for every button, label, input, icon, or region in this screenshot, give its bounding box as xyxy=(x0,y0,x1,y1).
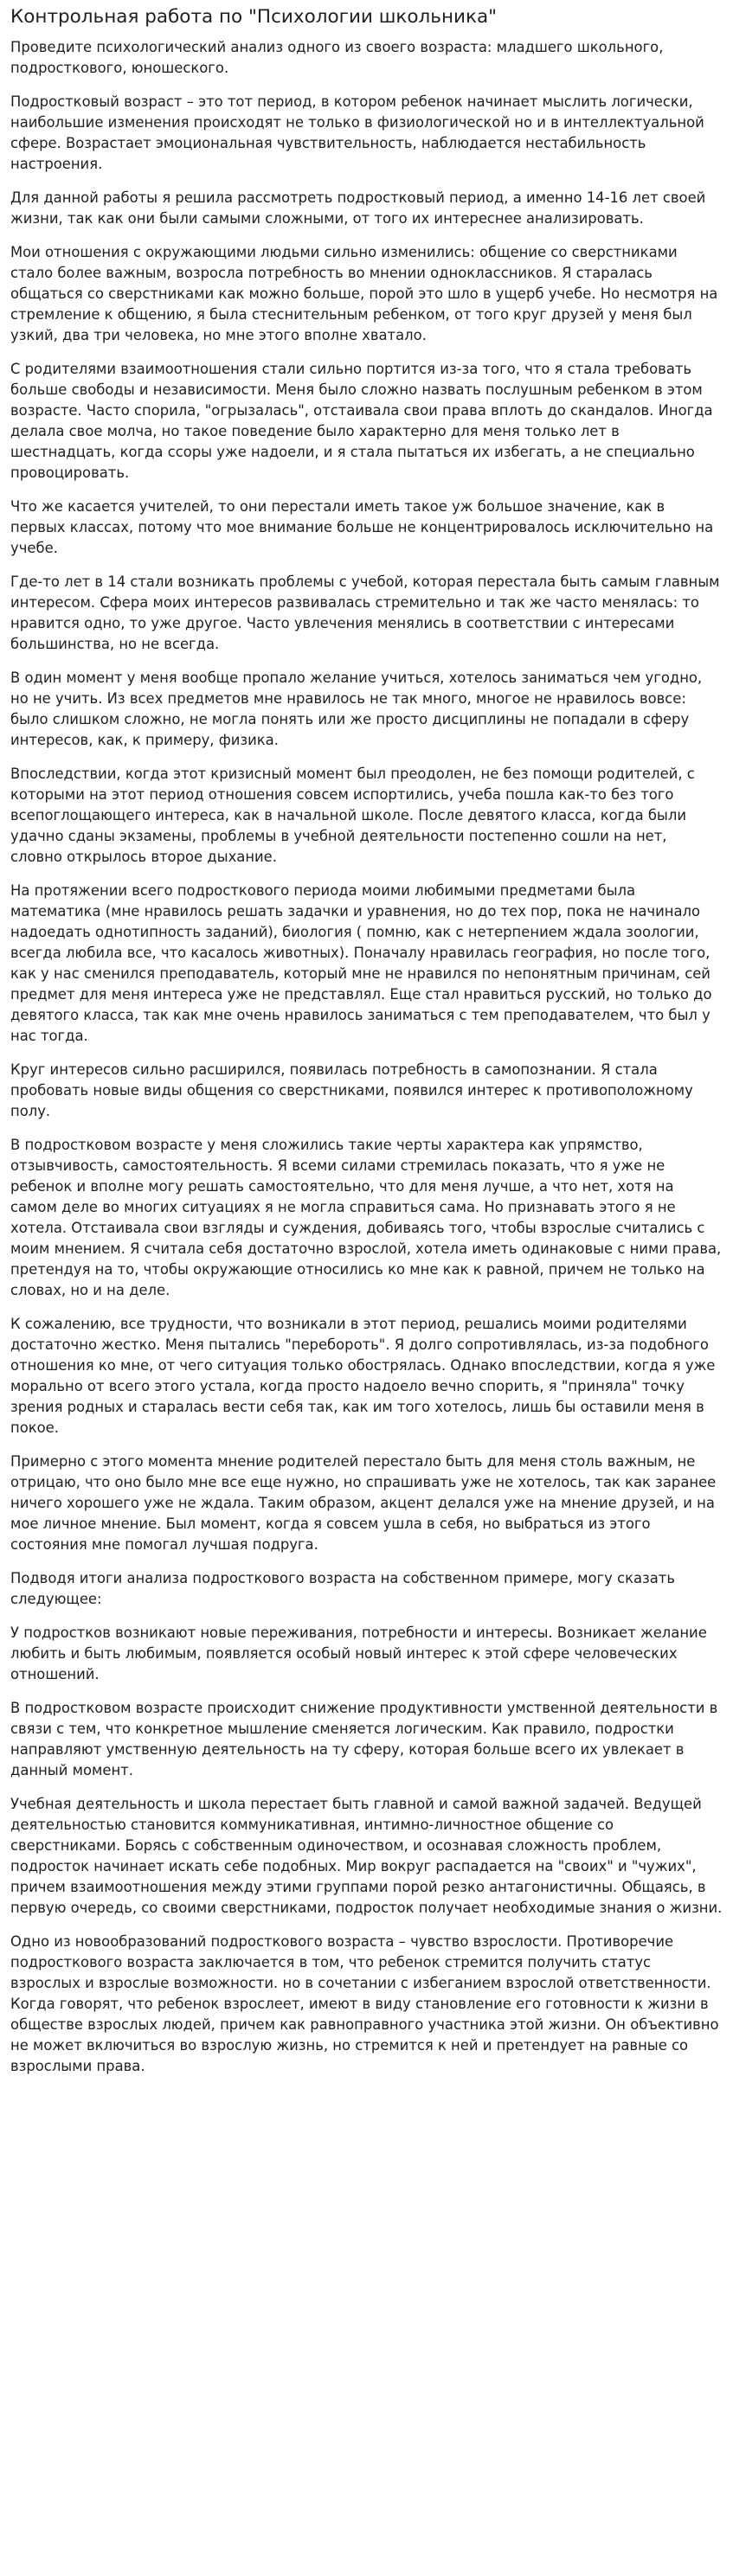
paragraph-19: Одно из новообразований подросткового возраста – чувство взрослости. Противоречие подросткового возраста заключается в том, что ребенок стремится получить статус взрослых и взрослые возможности. но в сочетании с избеганием взрослой ответственности. Когда говорят, что ребенок взрослеет, имеют в виду становление его готовности к жизни в обществе взрослых людей, причем как равноправного участника этой жизни. Он объективно не может включиться во взрослую жизнь, но стремится к ней и претендует на равные со взрослыми права. xyxy=(10,1933,719,2074)
paragraph-11: Круг интересов сильно расширился, появилась потребность в самопознании. Я стала пробовать новые виды общения со сверстниками, появился интерес к противоположному полу. xyxy=(10,1061,693,1119)
paragraph-6: Что же касается учителей, то они перестали иметь такое уж большое значение, как в первых классах, потому что мое внимание больше не концентрировалось исключительно на учебе. xyxy=(10,498,714,556)
paragraph-14: Примерно с этого момента мнение родителей перестало быть для меня столь важным, не отрицаю, что оно было мне все еще нужно, но спрашивать уже не хотелось, так как заранее ничего хорошего уже не ждала. Таким образом, акцент делался уже на мнение друзей, и на мое личное мнение. Был момент, когда я совсем ушла в себя, но выбраться из этого состояния мне помогал лучшая подруга. xyxy=(10,1453,717,1553)
page-title: Контрольная работа по "Психологии школьника" xyxy=(10,6,498,28)
paragraph-8: В один момент у меня вообще пропало желание учиться, хотелось заниматься чем угодно, но не учить. Из всех предметов мне нравилось не так много, многое не нравилось вовсе: было слишком сложно, не могла понять или же просто дисциплины не попадали в сферу интересов, как, к примеру, физика. xyxy=(10,670,703,748)
paragraph-5: С родителями взаимоотношения стали сильно портится из-за того, что я стала требовать больше свободы и независимости. Меня было сложно назвать послушным ребенком в этом возрасте. Часто спорила, "огрызалась", отстаивала свои права вплоть до скандалов. Иногда делала свое молча, но такое поведение было характерно для меня только лет в шестнадцать, когда ссоры уже надоели, и я стала пытаться их избегать, а не специально провоцировать. xyxy=(10,361,713,481)
paragraph-4: Мои отношения с окружающими людьми сильно изменились: общение со сверстниками стало более важным, возросла потребность во мнении одноклассников. Я старалась общаться со сверстниками как можно больше, порой это шло в ущерб учебе. Но несмотря на стремление к общению, я была стеснительным ребенком, от того круг друзей у меня был узкий, два три человека, но мне этого вполне хватало. xyxy=(10,244,718,343)
paragraph-12: В подростковом возрасте у меня сложились такие черты характера как упрямство, отзывчивость, самостоятельность. Я всеми силами стремилась показать, что я уже не ребенок и вполне могу решать самостоятельно, что для меня лучше, а что нет, хотя на самом деле во многих ситуациях я не могла справиться сама. Но признавать этого я не хотела. Отстаивала свои взгляды и суждения, добиваясь того, чтобы взрослые считались с моим мнением. Я считала себя достаточно взрослой, хотела иметь одинаковые с ними права, претендуя на то, чтобы окружающие относились ко мне как к равной, причем не только на словах, но и на деле. xyxy=(10,1137,722,1298)
paragraph-17: В подростковом возрасте происходит снижение продуктивности умственной деятельности в связи с тем, что конкретное мышление сменяется логическим. Как правило, подростки направляют умственную деятельность на ту сферу, которая больше всего их увлекает в данный момент. xyxy=(10,1700,718,1778)
paragraph-3: Для данной работы я решила рассмотреть подростковый период, а именно 14-16 лет своей жизни, так как они были самыми сложными, от того их интереснее анализировать. xyxy=(10,189,706,227)
paragraph-10: На протяжении всего подросткового периода моими любимыми предметами была математика (мне нравилось решать задачки и уравнения, но до тех пор, пока не начинало надоедать однотипность заданий), биология ( помню, как с нетерпением ждала зоологии, всегда любила все, что касалось животных). Поначалу нравилась география, но после того, как у нас сменился преподаватель, который мне не нравился по непонятным причинам, сей предмет для меня интереса уже не представлял. Еще стал нравиться русский, но только до девятого класса, так как мне очень нравилось заниматься с тем преподавателем, что был у нас тогда. xyxy=(10,882,712,1044)
paragraph-15: Подводя итоги анализа подросткового возраста на собственном примере, могу сказать следующее: xyxy=(10,1570,676,1607)
paragraph-13: К сожалению, все трудности, что возникали в этот период, решались моими родителями достаточно жестко. Меня пытались "перебороть". Я долго сопротивлялась, из-за подобного отношения ко мне, от чего ситуация только обострялась. Однако впоследствии, когда я уже морально от всего этого устала, когда просто надоело вечно спорить, я "приняла" точку зрения родных и старалась вести себя так, как им того хотелось, лишь бы оставили меня в покое. xyxy=(10,1316,716,1436)
paragraph-1: Проведите психологический анализ одного из своего возраста: младшего школьного, подросткового, юношеского. xyxy=(10,39,664,76)
paragraph-2: Подростковый возраст – это тот период, в котором ребенок начинает мыслить логически, наибольшие изменения происходят не только в физиологической но и в интеллектуальной сфере. Возрастает эмоциональная чувствительность, наблюдается нестабильность настроения. xyxy=(10,93,704,172)
paragraph-7: Где-то лет в 14 стали возникать проблемы с учебой, которая перестала быть самым главным интересом. Сфера моих интересов развивалась стремительно и так же часто менялась: то нравится одно, то уже другое. Часто увлечения менялись в соответствии с интересами большинства, но не всегда. xyxy=(10,574,720,652)
paragraph-9: Впоследствии, когда этот кризисный момент был преодолен, не без помощи родителей, с которыми на этот период отношения совсем испортились, учеба пошла как-то без того всепоглощающего интереса, как в начальной школе. После девятого класса, когда были удачно сданы экзамены, проблемы в учебной деятельности постепенно сошли на нет, словно открылось второе дыхание. xyxy=(10,766,695,865)
paragraph-18: Учебная деятельность и школа перестает быть главной и самой важной задачей. Ведущей деятельностью становится коммуникативная, интимно-личностное общение со сверстниками. Борясь с собственным одиночеством, и осознавая сложность проблем, подросток начинает искать себе подобных. Мир вокруг распадается на "своих" и "чужих", причем взаимоотношения между этими группами порой резко антагонистичны. Общаясь, в первую очередь, со своими сверстниками, подросток получает необходимые знания о жизни. xyxy=(10,1796,723,1916)
paragraph-16: У подростков возникают новые переживания, потребности и интересы. Возникает желание любить и быть любимым, появляется особый новый интерес к этой сфере человеческих отношений. xyxy=(10,1624,707,1682)
